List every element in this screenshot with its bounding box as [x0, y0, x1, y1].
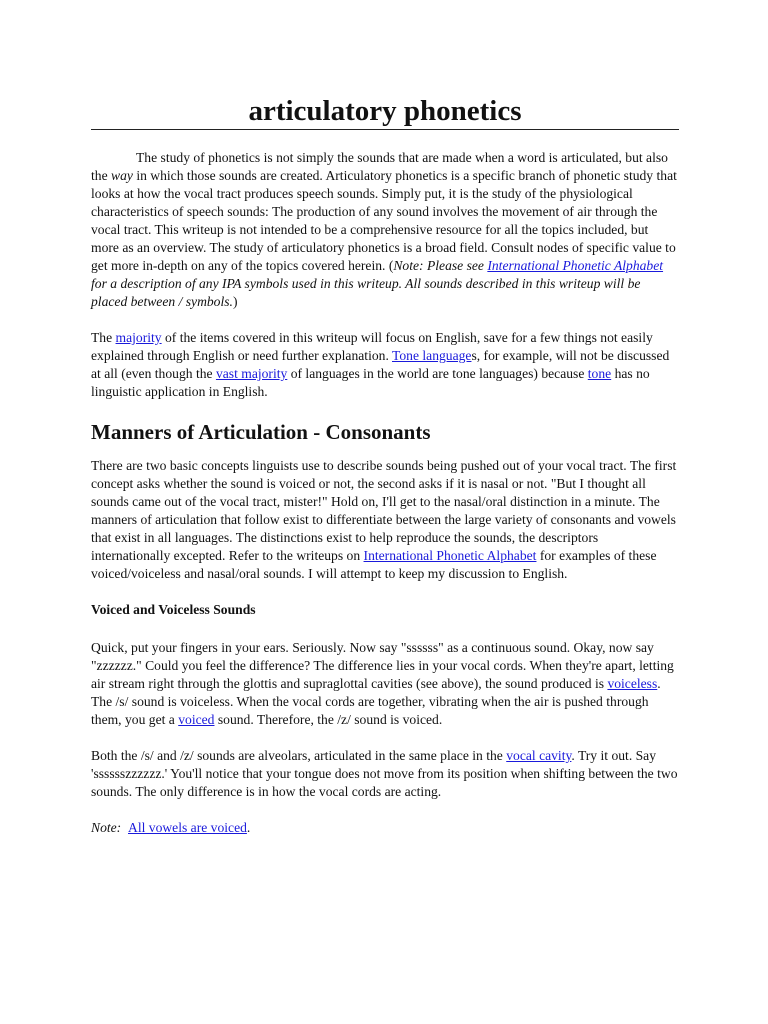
- intro-close-paren: ): [232, 294, 238, 309]
- manners-text-b: for examples of these voiced/voiceless and nasal/oral sounds. I will attempt to keep my discussion to English.: [91, 548, 657, 581]
- note-paragraph: [91, 819, 679, 837]
- voiced-paragraph: [91, 639, 679, 729]
- manners-paragraph: [91, 457, 679, 583]
- intro-emphasis-way: way: [111, 168, 133, 183]
- scope-text-a: The: [91, 330, 116, 345]
- link-vocal-cavity[interactable]: vocal cavity: [506, 748, 572, 763]
- intro-note-start: Note: Please see: [393, 258, 488, 273]
- scope-text-b: of the items covered in this writeup will focus on English, save for a few things not easily explained through English or need further explanation.: [91, 330, 653, 363]
- link-international-phonetic-alphabet-2[interactable]: International Phonetic Alphabet: [363, 548, 537, 563]
- title-divider: [91, 129, 679, 130]
- link-tone[interactable]: tone: [587, 366, 612, 381]
- scope-text-e: has no linguistic application in English.: [91, 366, 650, 399]
- voiced-text-c: sound. Therefore, the /z/ sound is voiced.: [214, 712, 443, 727]
- subsection-heading-voiced: Voiced and Voiceless Sounds: [91, 602, 256, 617]
- intro-note-end: for a description of any IPA symbols used in this writeup. All sounds described in this writeup will be placed between / symbols.: [91, 276, 641, 309]
- intro-paragraph: [91, 149, 679, 311]
- scope-text-c: s, for example, will not be discussed at all (even though the: [91, 348, 670, 381]
- page-title: articulatory phonetics: [248, 95, 522, 127]
- link-majority[interactable]: majority: [115, 330, 162, 345]
- scope-text-d: of languages in the world are tone languages) because: [287, 366, 588, 381]
- alveolar-text-b: . Try it out. Say 'sssssszzzzzz.' You'll notice that your tongue does not move from its position when shifting between the two sounds. The only difference is in how the vocal cords are acting.: [91, 748, 678, 799]
- intro-text: The study of phonetics is not simply the sounds that are made when a word is articulated, but also the: [91, 150, 668, 183]
- note-end: .: [246, 820, 251, 835]
- scope-paragraph: [91, 329, 679, 401]
- intro-text-continued: in which those sounds are created. Articulatory phonetics is a specific branch of phonetic study that looks at how the vocal tract produces speech sounds. Simply put, it is the study of the physiological characteristics of speech sounds: The production of any sound involves the movement of air through the vocal tract. This writeup is not intended to be a comprehensive resource for all the topics included, but more as an overview. The study of articulatory phonetics is a broad field. Consult nodes of specific value to get more in-depth on any of the topics covered herein. (: [91, 168, 677, 273]
- note-label: Note:: [91, 820, 122, 835]
- link-all-vowels-are-voiced[interactable]: All vowels are voiced: [128, 820, 247, 835]
- voiced-text-b: . The /s/ sound is voiceless. When the vocal cords are together, vibrating when the air is pushed through them, you get a: [91, 676, 661, 727]
- link-voiceless[interactable]: voiceless: [607, 676, 658, 691]
- alveolar-paragraph: [91, 747, 679, 801]
- alveolar-text-a: Both the /s/ and /z/ sounds are alveolars, articulated in the same place in the: [91, 748, 507, 763]
- link-voiced[interactable]: voiced: [178, 712, 215, 727]
- link-international-phonetic-alphabet[interactable]: International Phonetic Alphabet: [487, 258, 664, 273]
- voiced-text-a: Quick, put your fingers in your ears. Seriously. Now say "ssssss" as a continuous sound. Okay, now say "zzzzzz." Could you feel the difference? The difference lies in your vocal cords. When they're apart, letting air stream right through the glottis and supraglottal cavities (see above), the sound produced is: [91, 640, 674, 691]
- document-body: [91, 94, 679, 855]
- section-heading-manners: Manners of Articulation - Consonants: [91, 420, 431, 444]
- link-vast-majority[interactable]: vast majority: [215, 366, 288, 381]
- manners-text-a: There are two basic concepts linguists use to describe sounds being pushed out of your vocal tract. The first concept asks whether the sound is voiced or not, the second asks if it is nasal or not. "But I thought all sounds came out of the vocal tract, mister!" Hold on, I'll get to the nasal/oral distinction in a minute. The manners of articulation that follow exist to differentiate between the large variety of consonants and vowels that exist in all languages. The distinctions exist to help reproduce the sounds, the descriptors internationally excepted. Refer to the writeups on: [91, 458, 677, 563]
- link-tone-language[interactable]: Tone language: [392, 348, 472, 363]
